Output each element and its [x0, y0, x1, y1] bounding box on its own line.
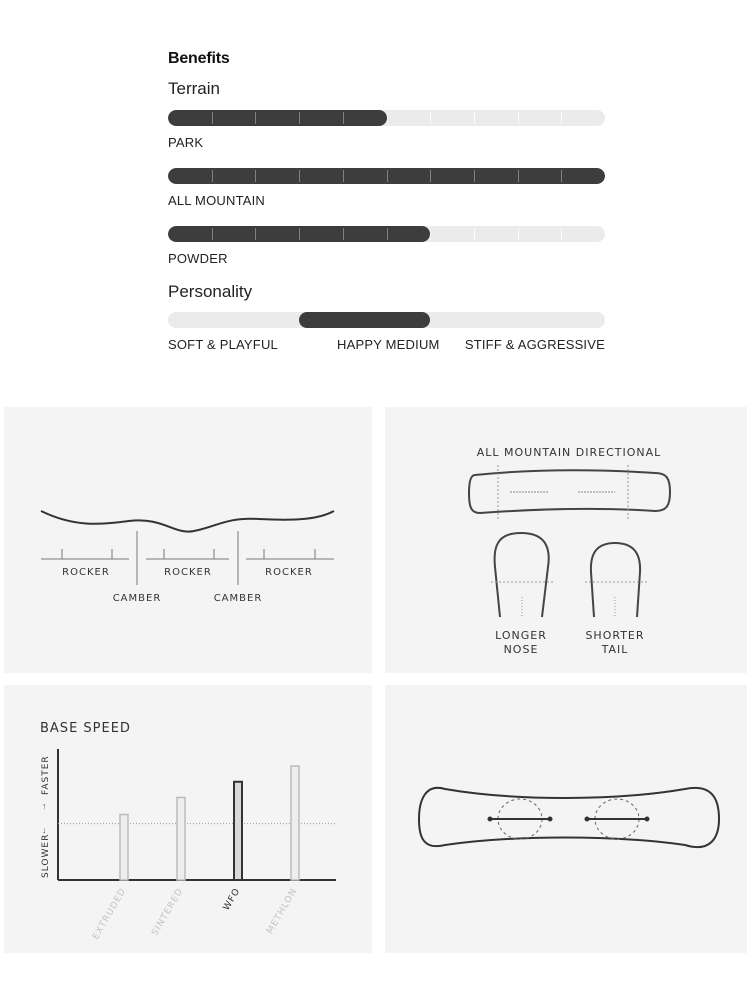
base-bar-label-wfo: WFO [221, 886, 243, 913]
bar-segment-divider [430, 170, 431, 182]
shape-title: ALL MOUNTAIN DIRECTIONAL [476, 446, 662, 459]
base-bar-sintered [177, 797, 185, 880]
bar-segment-divider [561, 170, 562, 182]
profile-panel [4, 407, 372, 673]
terrain-bar-powder [168, 226, 605, 242]
bar-segment-divider [255, 112, 256, 124]
bar-segment-divider [299, 170, 300, 182]
bar-segment-divider [255, 228, 256, 240]
terrain-bar-park [168, 110, 605, 126]
y-label-faster: FASTER [41, 755, 51, 795]
bar-segment-divider [518, 112, 519, 124]
board-top-outline [419, 788, 719, 847]
bar-segment-divider [387, 228, 388, 240]
base-bar-label-extruded: EXTRUDED [91, 886, 129, 942]
bar-segment-divider [474, 112, 475, 124]
terrain-bar-park-fill [168, 110, 387, 126]
personality-heading: Personality [168, 282, 253, 301]
bar-segment-divider [343, 228, 344, 240]
directional-board-outline [469, 470, 670, 513]
camber-label-left: CAMBER [112, 593, 162, 604]
front-binding-icon [488, 799, 552, 839]
y-arrow-up-icon: ↑ [42, 801, 47, 811]
personality-label-soft: SOFT & PLAYFUL [168, 337, 278, 352]
bar-segment-divider [387, 112, 388, 124]
benefits-heading: Benefits [168, 50, 230, 67]
terrain-label-powder: POWDER [168, 251, 228, 266]
bar-segment-divider [255, 170, 256, 182]
bar-segment-divider [474, 170, 475, 182]
bar-segment-divider [474, 228, 475, 240]
terrain-label-park: PARK [168, 135, 204, 150]
base-bar-extruded [120, 815, 128, 881]
bar-segment-divider [212, 112, 213, 124]
bar-segment-divider [212, 228, 213, 240]
rocker-label-left: ROCKER [62, 567, 110, 578]
tail-shape [591, 543, 640, 617]
base-bar-wfo [234, 782, 242, 880]
bar-segment-divider [518, 228, 519, 240]
rocker-label-right: ROCKER [265, 567, 313, 578]
bar-segment-divider [518, 170, 519, 182]
bar-segment-divider [343, 112, 344, 124]
bar-segment-divider [561, 112, 562, 124]
rear-binding-icon [585, 799, 649, 839]
personality-bar [168, 312, 605, 328]
terrain-heading: Terrain [168, 79, 220, 98]
bars-group [91, 766, 299, 941]
camber-label-right: CAMBER [213, 593, 263, 604]
base-speed-panel [4, 685, 372, 953]
rocker-label-middle: ROCKER [164, 567, 212, 578]
bar-segment-divider [299, 228, 300, 240]
terrain-bar-all-mountain [168, 168, 605, 184]
bar-segment-divider [430, 228, 431, 240]
bar-segment-divider [343, 170, 344, 182]
personality-label-stiff: STIFF & AGGRESSIVE [464, 337, 605, 352]
base-bar-label-sintered: SINTERED [150, 886, 186, 938]
bar-segment-divider [299, 112, 300, 124]
personality-bar-range [299, 312, 430, 328]
board-profile-curve [41, 511, 334, 532]
nose-shape [495, 533, 549, 617]
shape-panel [385, 407, 747, 673]
tail-label-line2: TAIL [601, 643, 629, 656]
y-arrow-down-icon: ↓ [42, 825, 47, 835]
tail-label-line1: SHORTER [585, 629, 645, 642]
personality-label-medium: HAPPY MEDIUM [337, 337, 440, 352]
base-bar-methlon [291, 766, 299, 880]
terrain-label-all-mountain: ALL MOUNTAIN [168, 193, 266, 208]
bar-segment-divider [561, 228, 562, 240]
bar-segment-divider [212, 170, 213, 182]
base-speed-title: BASE SPEED [40, 721, 131, 736]
nose-label-line2: NOSE [503, 643, 539, 656]
stance-panel [385, 685, 747, 953]
bar-segment-divider [430, 112, 431, 124]
y-label-slower: SLOWER [41, 833, 51, 878]
bar-segment-divider [387, 170, 388, 182]
base-bar-label-methlon: METHLON [265, 886, 300, 936]
nose-label-line1: LONGER [495, 629, 547, 642]
